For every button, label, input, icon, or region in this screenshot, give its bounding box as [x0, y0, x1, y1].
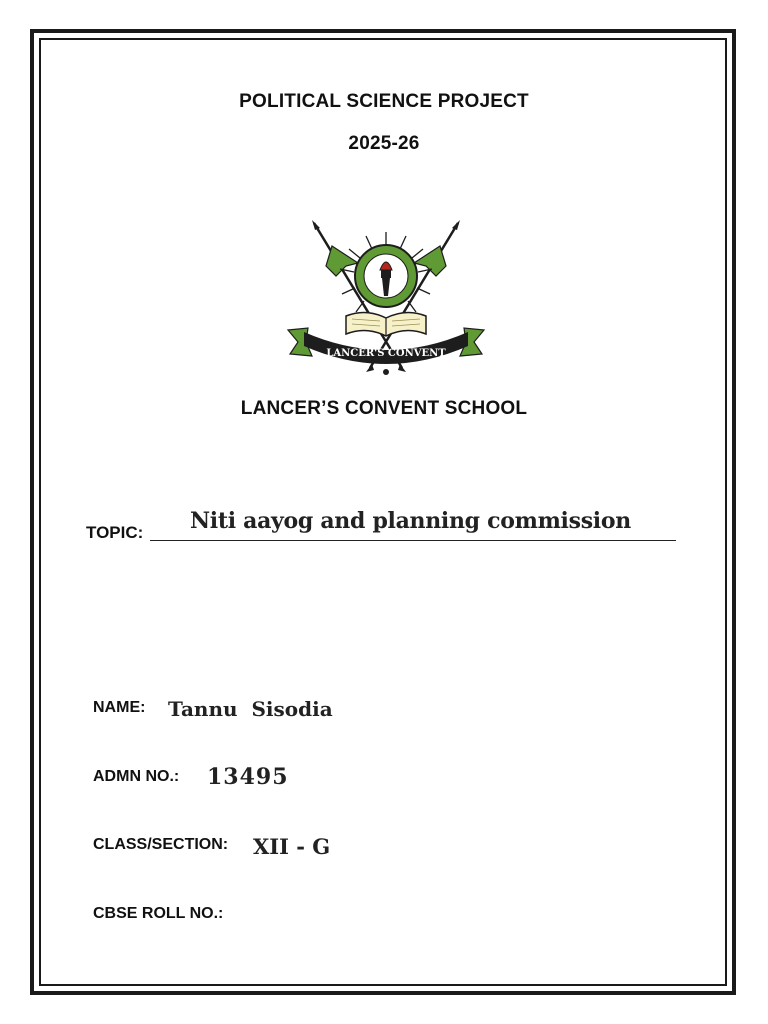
- class-section-label: CLASS/SECTION:: [93, 836, 229, 853]
- topic-label: TOPIC:: [86, 523, 144, 542]
- crest-banner-text: LANCER'S CONVENT: [326, 348, 446, 359]
- project-title: POLITICAL SCIENCE PROJECT: [239, 91, 529, 112]
- session-year: 2025-26: [348, 133, 420, 154]
- school-crest-icon: [284, 218, 488, 380]
- topic-underline: [150, 540, 676, 541]
- topic-value: Niti aayog and planning commission: [190, 508, 631, 534]
- name-label: NAME:: [93, 699, 146, 716]
- name-value: Tannu Sisodia: [168, 697, 333, 721]
- admn-no-label: ADMN NO.:: [93, 768, 180, 785]
- cbse-roll-no-label: CBSE ROLL NO.:: [93, 905, 224, 922]
- class-section-value: XII - G: [253, 834, 331, 859]
- admn-no-value: 13495: [207, 764, 289, 790]
- school-name: LANCER’S CONVENT SCHOOL: [240, 398, 528, 419]
